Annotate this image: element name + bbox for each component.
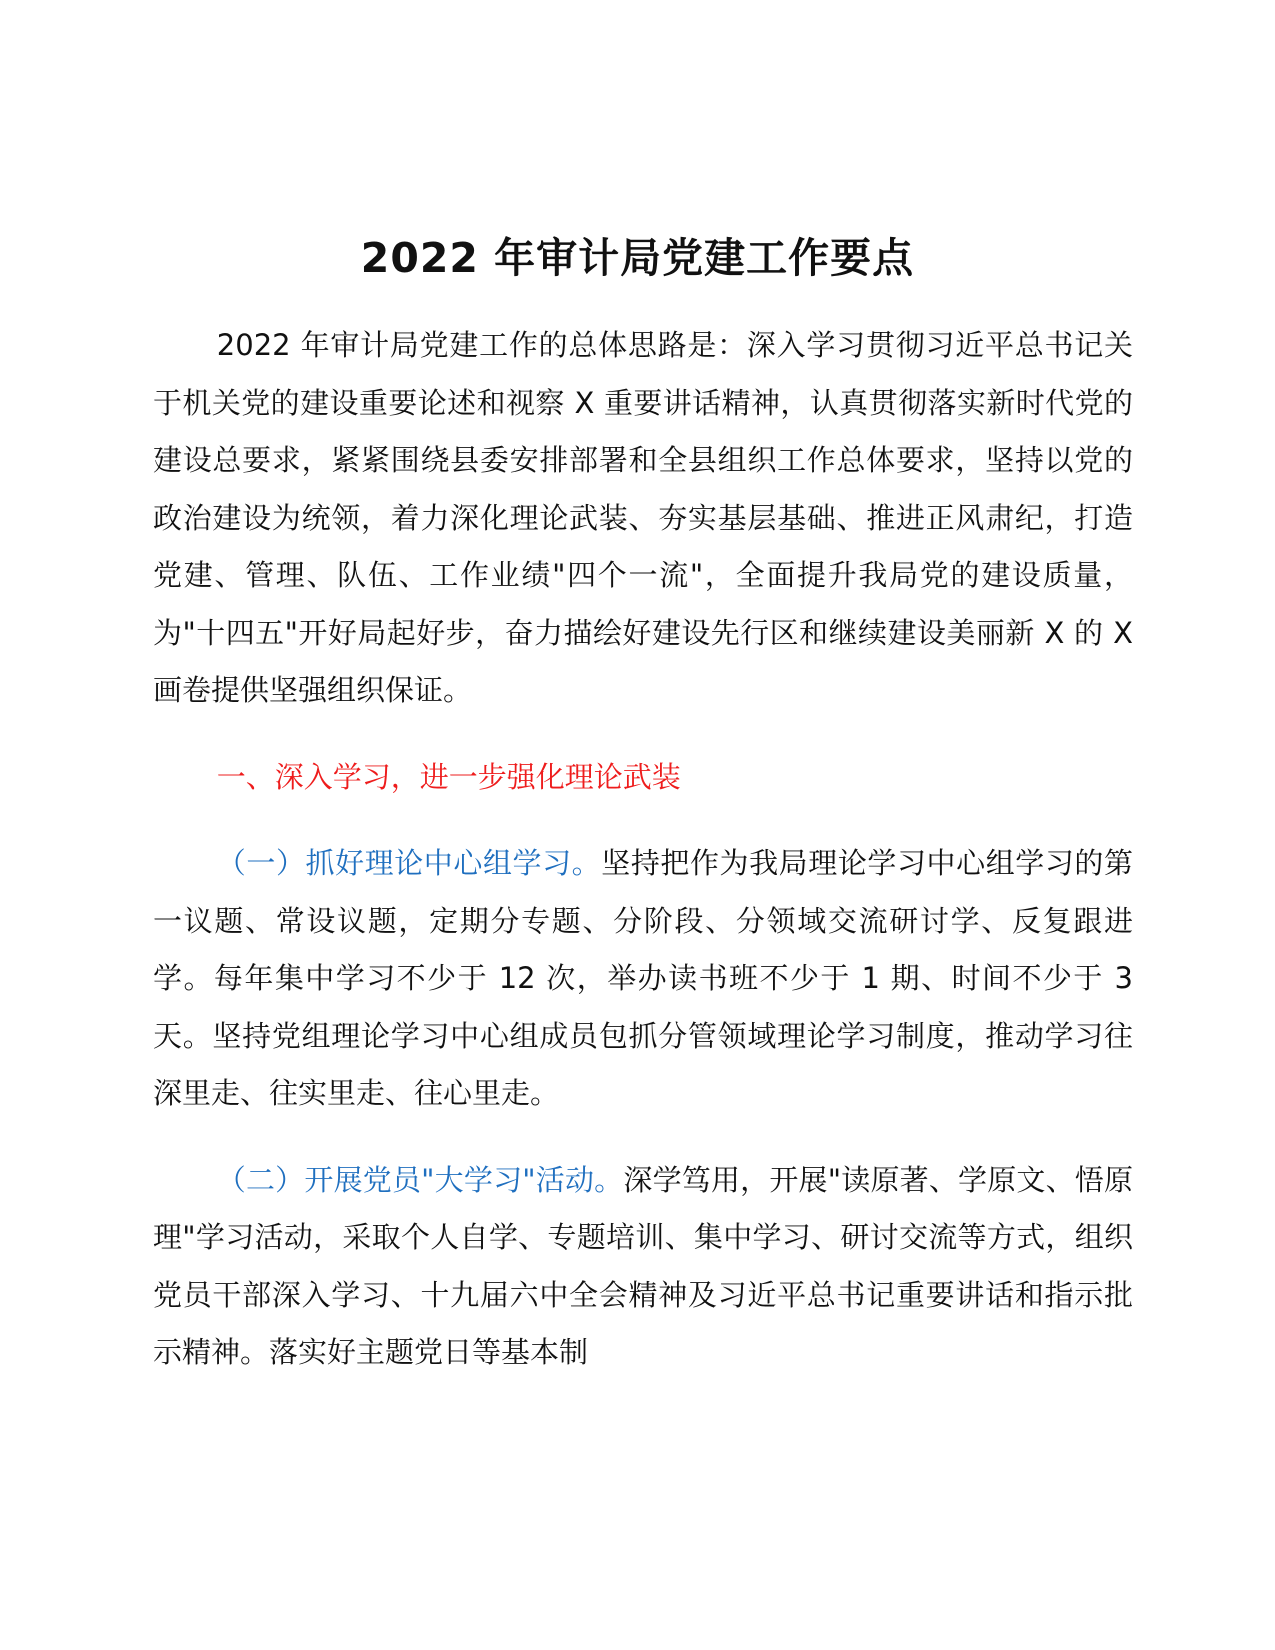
document-title: 2022 年审计局党建工作要点: [360, 234, 915, 282]
paragraph-item-1: [153, 835, 1133, 1123]
item-1-text: 坚持把作为我局理论学习中心组学习的第一议题、常设议题，定期分专题、分阶段、分领域交流研讨学、反复跟进学。每年集中学习不少于 12 次，举办读书班不少于 1 期、时间不少于 3 天。坚持党组理论学习中心组成员包抓分管领域理论学习制度，推动学习往深里走、往实里走、往心里走。: [153, 846, 1133, 1110]
paragraph-item-2: [153, 1152, 1133, 1382]
item-2-heading: （二）开展党员"大学习"活动。: [216, 1162, 624, 1197]
intro-paragraph: 2022 年审计局党建工作的总体思路是：深入学习贯彻习近平总书记关于机关党的建设重要论述和视察 X 重要讲话精神，认真贯彻落实新时代党的建设总要求，紧紧围绕县委安排部署和全县组织工作总体要求，坚持以党的政治建设为统领，着力深化理论武装、夯实基层基础、推进正风肃纪，打造党建、管理、队伍、工作业绩"四个一流"，全面提升我局党的建设质量，为"十四五"开好局起好步，奋力描绘好建设先行区和继续建设美丽新 X 的 X 画卷提供坚强组织保证。: [153, 328, 1133, 707]
section-heading-1: 一、深入学习，进一步强化理论武装: [216, 759, 681, 794]
item-1-heading: （一）抓好理论中心组学习。: [216, 846, 602, 880]
document-body: [153, 317, 1133, 1382]
item-2-text: 深学笃用，开展"读原著、学原文、悟原理"学习活动，采取个人自学、专题培训、集中学习、研讨交流等方式，组织党员干部深入学习、十九届六中全会精神及习近平总书记重要讲话和指示批示精神。落实好主题党日等基本制: [153, 1162, 1133, 1369]
